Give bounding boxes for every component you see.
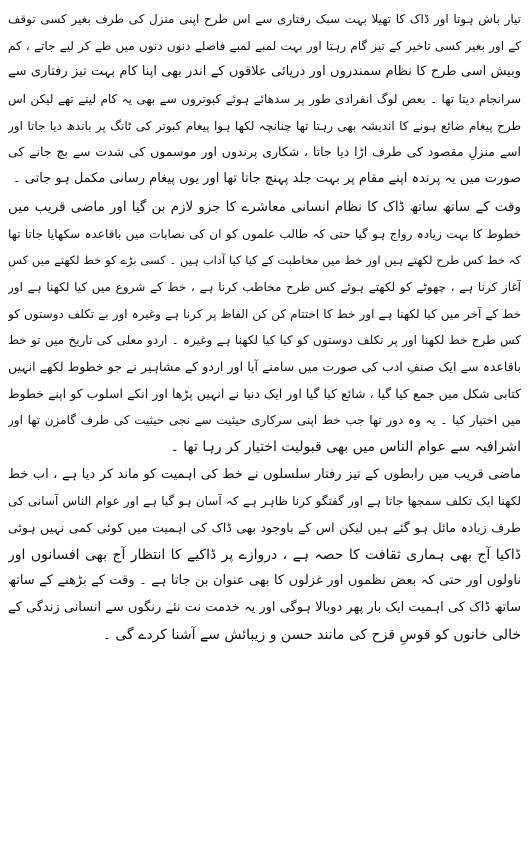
paragraph-letter-writing [8, 194, 521, 461]
text-line: خطوط کا بہت زیادہ رواج ہو گیا حتی کہ طالب علموں کو ان کی نصابات میں باقاعدہ سکھایا جاتا تھا [8, 226, 521, 241]
text-line: ساتھ ڈاک کی اہمیت ایک بار پھر دوبالا ہوگی اور یہ خدمت نت نئے رنگوں سے انسانی زندگی کے [8, 600, 521, 616]
text-line: خط کے آخر میں کیا لکھنا ہے اور خط کا اختتام کن کن الفاظ پر کرنا ہے وغیرہ اور بے تکلف دوستوں کو [8, 306, 521, 321]
text-line: تیار باش ہوتا اور ڈاک کا تھیلا بہت سبک رفتاری سے اس طرح اپنی منزل کی طرف بغیر کسی توقف [8, 12, 521, 26]
text-line: اشرافیہ سے عوام الناس میں بھی قبولیت اختیار کر رہا تھا ۔ [170, 439, 521, 455]
text-line: باقاعدہ سے ایک صنفِ ادب کی صورت میں سامنے آیا اور اردو کے مشاہیر نے جو خطوط لکھے انہیں [8, 358, 521, 374]
text-line: صورت میں یہ پرندہ اپنے مقام پر بہت جلد پہنچ جاتا تھا اور یوں پیغام رسانی مکمل ہو جاتی ۔ [13, 171, 521, 187]
text-line: اسے منزلِ مقصود کی طرف اڑا دیا جاتا ، شکاری پرندوں اور موسموں کی شدت سے بچ جانے کی [8, 144, 521, 160]
text-line: طرف زیادہ مائل ہو گئے ہیں لیکن اس کے باوجود بھی ڈاک کی اہمیت میں کوئی کمی نہیں ہوئی [8, 520, 521, 536]
text-line: کتابی شکل میں جمع کیا گیا ، شائع کیا گیا اور ایک دنیا نے انہیں پڑھا اور انکے اسلوب کو اپنے خطوط [8, 385, 521, 401]
text-line: سرانجام دیتا تھا ۔ بعض لوگ انفرادی طور پر سدھائے ہوئے کبوتروں سے بھی یہ کام لیتے تھے لیکن اس [8, 92, 521, 107]
text-line: کہ خط کس طرح لکھتے ہیں اور خط میں مخاطبت کے کیا کیا آداب ہیں ۔ کسی بڑے کو خط لکھتے میں کس [8, 253, 521, 268]
text-line: ناولوں اور حتی کہ بعض نظموں اور غزلوں کا بھی عنوان بن جاتا ہے ۔ وقت کے بڑھنے کے ساتھ [8, 573, 521, 589]
text-line: میں اختیار کیا ۔ یہ وہ دور تھا جب خط اپنی سرکاری حیثیت سے نجی حیثیت کی طرف گامزن تھا اور [8, 413, 521, 428]
text-line: ماضی قریب میں رابطوں کے تیز رفتار سلسلوں نے خط کی اہمیت کو ماند کر دیا ہے ، اب خط [8, 466, 521, 482]
text-line: ڈاکیا آج بھی ہماری ثقافت کا حصہ ہے ، دروازے پر ڈاکیے کا انتظار آج بھی افسانوں اور [8, 546, 521, 563]
text-line: خالی خانوں کو قوسِ قزح کی مانند حسن و زیبائش سے آشنا کردے گی ۔ [102, 626, 521, 643]
text-line: وبیش اسی طرح کا نظام سمندروں اور دریائی علاقوں کے اندر بھی اپنا کام بہت تیز رفتاری سے [8, 64, 521, 80]
text-line: کس طرح خط لکھنا اور پر تکلف دوستوں کو کیا کیا لکھنا ہے وغیرہ ۔ اردو معلی کی تاریخ میں تو خط [8, 333, 521, 348]
text-line: کے اور بغیر کسی تاخیر کے تیز گام رہتا اور بہت لمبے لمبے فاصلے دنوں دنوں میں طے کر لیے جاتے ، کم [8, 38, 521, 53]
text-line: طرح پیغام ضائع ہونے کا اندیشہ بھی رہتا تھا چنانچہ لکھا ہوا پیغام کبوتر کی ٹانگ پر باندھ دیا جاتا اور [8, 118, 521, 133]
paragraph-postal-history [8, 6, 521, 193]
paragraph-modern-communication [8, 462, 521, 649]
text-line: وقت کے ساتھ ساتھ ڈاک کا نظام انسانی معاشرے کا جزو لازم بن گیا اور ماضی قریب میں [8, 198, 521, 215]
text-line: لکھنا ایک تکلف سمجھا جاتا ہے اور گفتگو کرنا ظاہر ہے کہ آسان ہو گیا ہے اور عوام الناس آسانی کی [8, 494, 521, 509]
text-line: آغاز کرنا ہے ، چھوٹے کو لکھتے ہوئے کس طرح مخاطب کرنا ہے ، خط کے شروع میں کیا لکھنا ہے اور [8, 279, 521, 294]
